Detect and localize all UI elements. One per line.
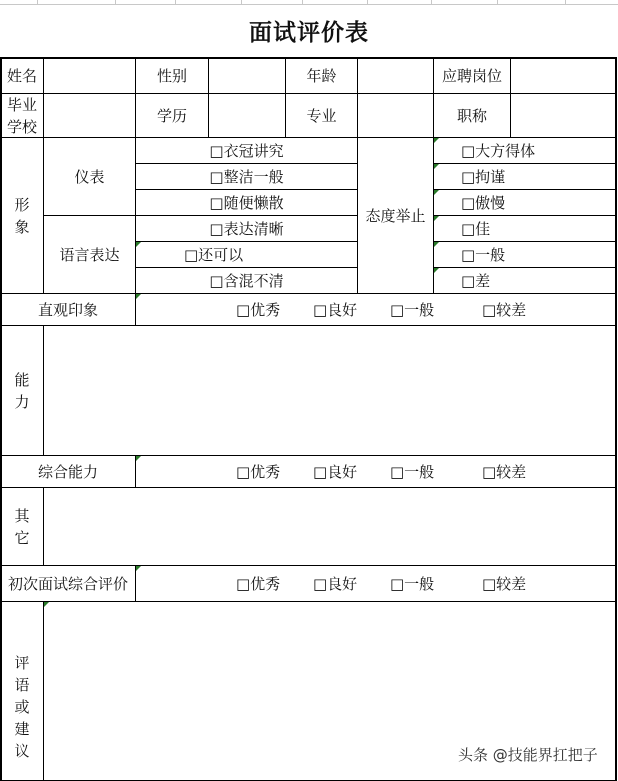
rating-excellent[interactable]: □优秀	[236, 462, 281, 481]
rating-poor[interactable]: □较差	[482, 462, 527, 481]
attitude-option[interactable]: □拘谨	[433, 163, 617, 190]
appearance-option[interactable]: □衣冠讲究	[135, 137, 358, 164]
label-impression: 直观印象	[0, 293, 136, 326]
impression-rating-row	[135, 293, 617, 326]
first-eval-rating-row	[135, 565, 617, 602]
rating-good[interactable]: □良好	[313, 462, 358, 481]
attitude-option[interactable]: □佳	[433, 215, 617, 242]
rating-good[interactable]: □良好	[313, 574, 358, 593]
label-job-title: 职称	[433, 93, 511, 138]
label-school: 毕业学校	[0, 93, 44, 138]
label-first-eval: 初次面试综合评价	[0, 565, 136, 602]
label-age: 年龄	[285, 57, 358, 94]
rating-average[interactable]: □一般	[390, 462, 435, 481]
attitude-option[interactable]: □差	[433, 267, 617, 294]
appearance-option[interactable]: □随便懒散	[135, 189, 358, 216]
rating-excellent[interactable]: □优秀	[236, 574, 281, 593]
label-position: 应聘岗位	[433, 57, 511, 94]
gender-cell[interactable]	[208, 57, 286, 94]
rating-good[interactable]: □良好	[313, 300, 358, 319]
label-name: 姓名	[0, 57, 44, 94]
age-cell[interactable]	[357, 57, 434, 94]
position-cell[interactable]	[510, 57, 617, 94]
label-attitude: 态度举止	[357, 137, 434, 294]
label-ability: 能力	[0, 325, 44, 456]
watermark: 头条 @技能界扛把子	[458, 746, 598, 764]
label-appearance: 仪表	[43, 137, 136, 216]
overall-ability-rating-row	[135, 455, 617, 488]
other-cell[interactable]	[43, 487, 617, 566]
rating-poor[interactable]: □较差	[482, 574, 527, 593]
form-title: 面试评价表	[249, 20, 369, 46]
rating-excellent[interactable]: □优秀	[236, 300, 281, 319]
label-education: 学历	[135, 93, 209, 138]
label-major: 专业	[285, 93, 358, 138]
rating-average[interactable]: □一般	[390, 300, 435, 319]
label-comments: 评语或建议	[0, 601, 44, 781]
speech-option[interactable]: □表达清晰	[135, 215, 358, 242]
speech-option[interactable]: □含混不清	[135, 267, 358, 294]
school-cell[interactable]	[43, 93, 136, 138]
speech-option[interactable]: □还可以	[135, 241, 358, 268]
major-cell[interactable]	[357, 93, 434, 138]
sheet-gridlines	[0, 0, 618, 5]
label-gender: 性别	[135, 57, 209, 94]
ability-cell[interactable]	[43, 325, 617, 456]
label-speech: 语言表达	[43, 215, 136, 294]
rating-average[interactable]: □一般	[390, 574, 435, 593]
attitude-option[interactable]: □大方得体	[433, 137, 617, 164]
label-image: 形象	[0, 137, 44, 294]
name-cell[interactable]	[43, 57, 136, 94]
attitude-option[interactable]: □傲慢	[433, 189, 617, 216]
label-other: 其它	[0, 487, 44, 566]
education-cell[interactable]	[208, 93, 286, 138]
appearance-option[interactable]: □整洁一般	[135, 163, 358, 190]
label-overall-ability: 综合能力	[0, 455, 136, 488]
attitude-option[interactable]: □一般	[433, 241, 617, 268]
rating-poor[interactable]: □较差	[482, 300, 527, 319]
job-title-cell[interactable]	[510, 93, 617, 138]
